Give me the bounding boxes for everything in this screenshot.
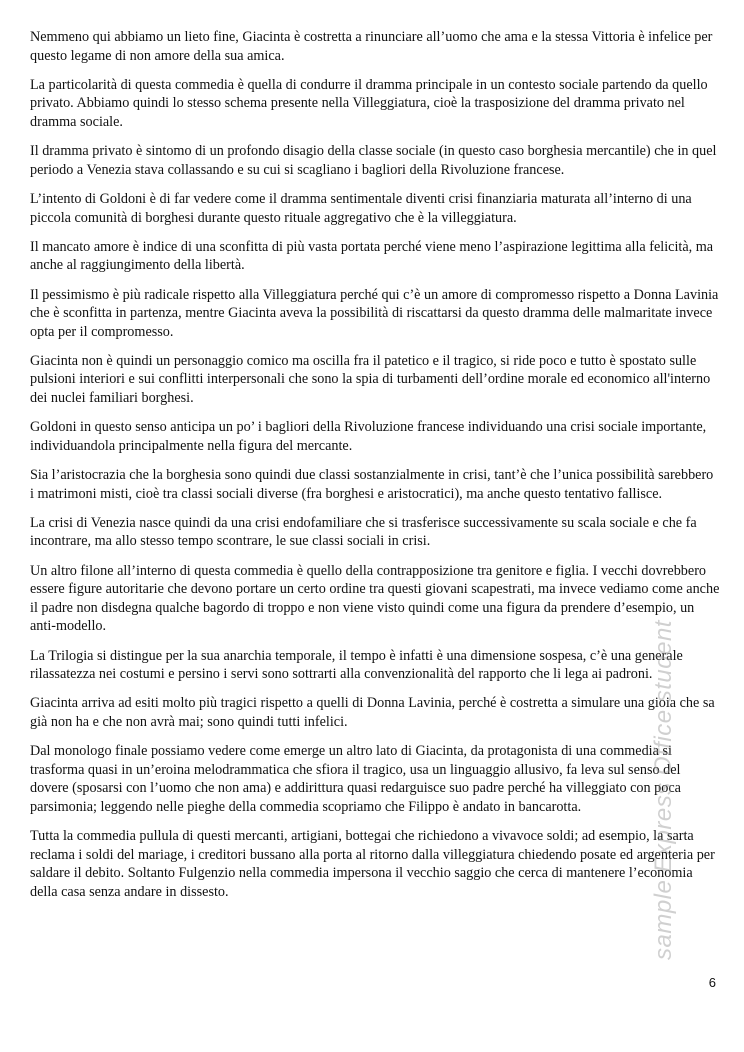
page-number: 6 bbox=[708, 975, 716, 990]
paragraph: Sia l’aristocrazia che la borghesia sono quindi due classi sostanzialmente in crisi, tant’è che l’unica possibilità sarebbero i matrimoni misti, cioè tra classi sociali diverse (fra borghesi e aristocratici), ma anche questo tentativo fallisce. bbox=[30, 467, 714, 502]
paragraph: Giacinta arriva ad esiti molto più tragici rispetto a quelli di Donna Lavinia, perché è costretta a simulare una gioia che sa già non ha e che non avrà mai; sono quindi tutti infelici. bbox=[30, 695, 715, 730]
watermark: sample Express Office student bbox=[650, 620, 677, 960]
paragraph: Giacinta non è quindi un personaggio comico ma oscilla fra il patetico e il tragico, si ride poco e tutto è spostato sulle pulsioni interiori e sui conflitti interpersonali che sono la spia di turbamenti dell’ordine morale ed economico all'interno dei nuclei familiari borghesi. bbox=[30, 352, 711, 407]
paragraph: La crisi di Venezia nasce quindi da una crisi endofamiliare che si trasferisce successivamente su scala sociale e che fa incontrare, ma allo stesso tempo scontrare, le sue classi sociali in crisi. bbox=[30, 514, 697, 550]
paragraph: Il pessimismo è più radicale rispetto alla Villeggiatura perché qui c’è un amore di compromesso rispetto a Donna Lavinia che è sconfitta in partenza, mentre Giacinta aveva la possibilità di riscattarsi da questo dramma delle malmaritate invece opta per il compromesso. bbox=[30, 286, 719, 340]
paragraph: Un altro filone all’interno di questa commedia è quello della contrapposizione tra genitore e figlia. I vecchi dovrebbero essere figure autoritarie che devono portare un certo ordine tra questi giovani scapestrati, ma invece vediamo come anche il padre non disdegna qualche bagordo di troppo e non viene visto quindi come una figura da prendere d’esempio, un anti-modello. bbox=[30, 562, 720, 635]
paragraph: Goldoni in questo senso anticipa un po’ i bagliori della Rivoluzione francese individuando una crisi sociale importante, individuandola principalmente nella figura del mercante. bbox=[30, 419, 707, 454]
paragraph: Tutta la commedia pullula di questi mercanti, artigiani, bottegai che richiedono a vivavoce soldi; ad esempio, la sarta reclama i soldi del mariage, i creditori bussano alla porta al ritorno dalla villeggiatura chiedendo posate ed argenteria per saldare il debito. Soltanto Fulgenzio nella commedia impersona il vecchio saggio che cerca di mantenere l’economia della casa senza andare in dissesto. bbox=[30, 828, 715, 900]
paragraph: Dal monologo finale possiamo vedere come emerge un altro lato di Giacinta, da protagonista di una commedia si trasforma quasi in un’eroina melodrammatica che sfiora il tragico, usa un linguaggio allusivo, fa leva sul senso del dovere (sposarsi con l’uomo che non ama) e addirittura quasi redarguisce suo padre perché ha villeggiato con poca parsimonia; leggendo nelle pieghe della commedia scopriamo che Filippo è andato in bancarotta. bbox=[30, 743, 681, 815]
paragraph: La Trilogia si distingue per la sua anarchia temporale, il tempo è infatti è una dimensione sospesa, c’è una generale rilassatezza nei costumi e persino i servi sono sottrarti alla convenzionalità del rapporto che li lega ai padroni. bbox=[30, 647, 683, 683]
paragraph: L’intento di Goldoni è di far vedere come il dramma sentimentale diventi crisi finanziaria maturata all’interno di una piccola comunità di borghesi durante questo rituale aggregativo che è la villeggiatura. bbox=[30, 190, 692, 226]
paragraph: La particolarità di questa commedia è quella di condurre il dramma principale in un contesto sociale partendo da quello privato. Abbiamo quindi lo stesso schema presente nella Villeggiatura, cioè la trasposizione del dramma privato nel dramma sociale. bbox=[30, 76, 708, 130]
page-body bbox=[30, 28, 720, 912]
paragraph: Il mancato amore è indice di una sconfitta di più vasta portata perché viene meno l’aspirazione legittima alla felicità, ma anche al raggiungimento della libertà. bbox=[30, 238, 714, 274]
paragraph: Nemmeno qui abbiamo un lieto fine, Giacinta è costretta a rinunciare all’uomo che ama e la stessa Vittoria è infelice per questo legame di non amore della sua amica. bbox=[30, 29, 713, 64]
paragraph: Il dramma privato è sintomo di un profondo disagio della classe sociale (in questo caso borghesia mercantile) che in quel periodo a Venezia stava collassando e su cui si scagliano i bagliori della Rivoluzione francese. bbox=[30, 143, 717, 178]
